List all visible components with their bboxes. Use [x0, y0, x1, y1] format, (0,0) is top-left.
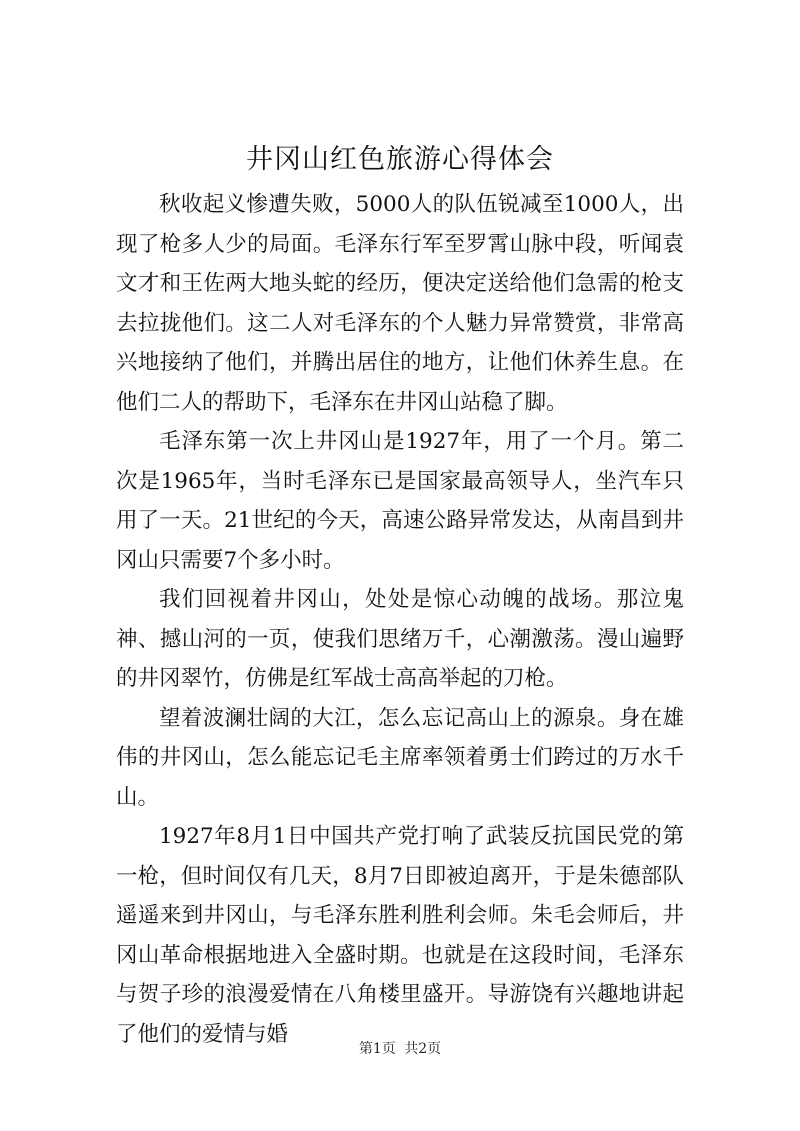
page-total: 共2页 — [404, 1041, 442, 1057]
paragraph: 1927年8月1日中国共产党打响了武装反抗国民党的第一枪，但时间仅有几天，8月7日即被迫离开，于是朱德部队遥遥来到井冈山，与毛泽东胜利胜利会师。朱毛会师后，井冈山革命根据地进入全盛时期。也就是在这段时间，毛泽东与贺子珍的浪漫爱情在八角楼里盛开。导游饶有兴趣地讲起了他们的爱情与婚 — [116, 824, 684, 1047]
page-number: 第1页 — [358, 1041, 396, 1057]
page-footer — [0, 1039, 800, 1059]
document-body — [116, 185, 684, 1054]
document-title: 井冈山红色旅游心得体会 — [246, 144, 554, 175]
paragraph: 毛泽东第一次上井冈山是1927年，用了一个月。第二次是1965年，当时毛泽东已是国家最高领导人，坐汽车只用了一天。21世纪的今天，高速公路异常发达，从南昌到井冈山只需要7个多小时。 — [116, 429, 684, 573]
paragraph: 我们回视着井冈山，处处是惊心动魄的战场。那泣鬼神、撼山河的一页，使我们思绪万千，心潮激荡。漫山遍野的井冈翠竹，仿佛是红军战士高高举起的刀枪。 — [116, 587, 684, 691]
paragraph: 秋收起义惨遭失败，5000人的队伍锐减至1000人，出现了枪多人少的局面。毛泽东行军至罗霄山脉中段，听闻袁文才和王佐两大地头蛇的经历，便决定送给他们急需的枪支去拉拢他们。这二人对毛泽东的个人魅力异常赞赏，非常高兴地接纳了他们，并腾出居住的地方，让他们休养生息。在他们二人的帮助下，毛泽东在井冈山站稳了脚。 — [116, 192, 684, 415]
paragraph: 望着波澜壮阔的大江，怎么忘记高山上的源泉。身在雄伟的井冈山，怎么能忘记毛主席率领着勇士们跨过的万水千山。 — [116, 705, 684, 810]
